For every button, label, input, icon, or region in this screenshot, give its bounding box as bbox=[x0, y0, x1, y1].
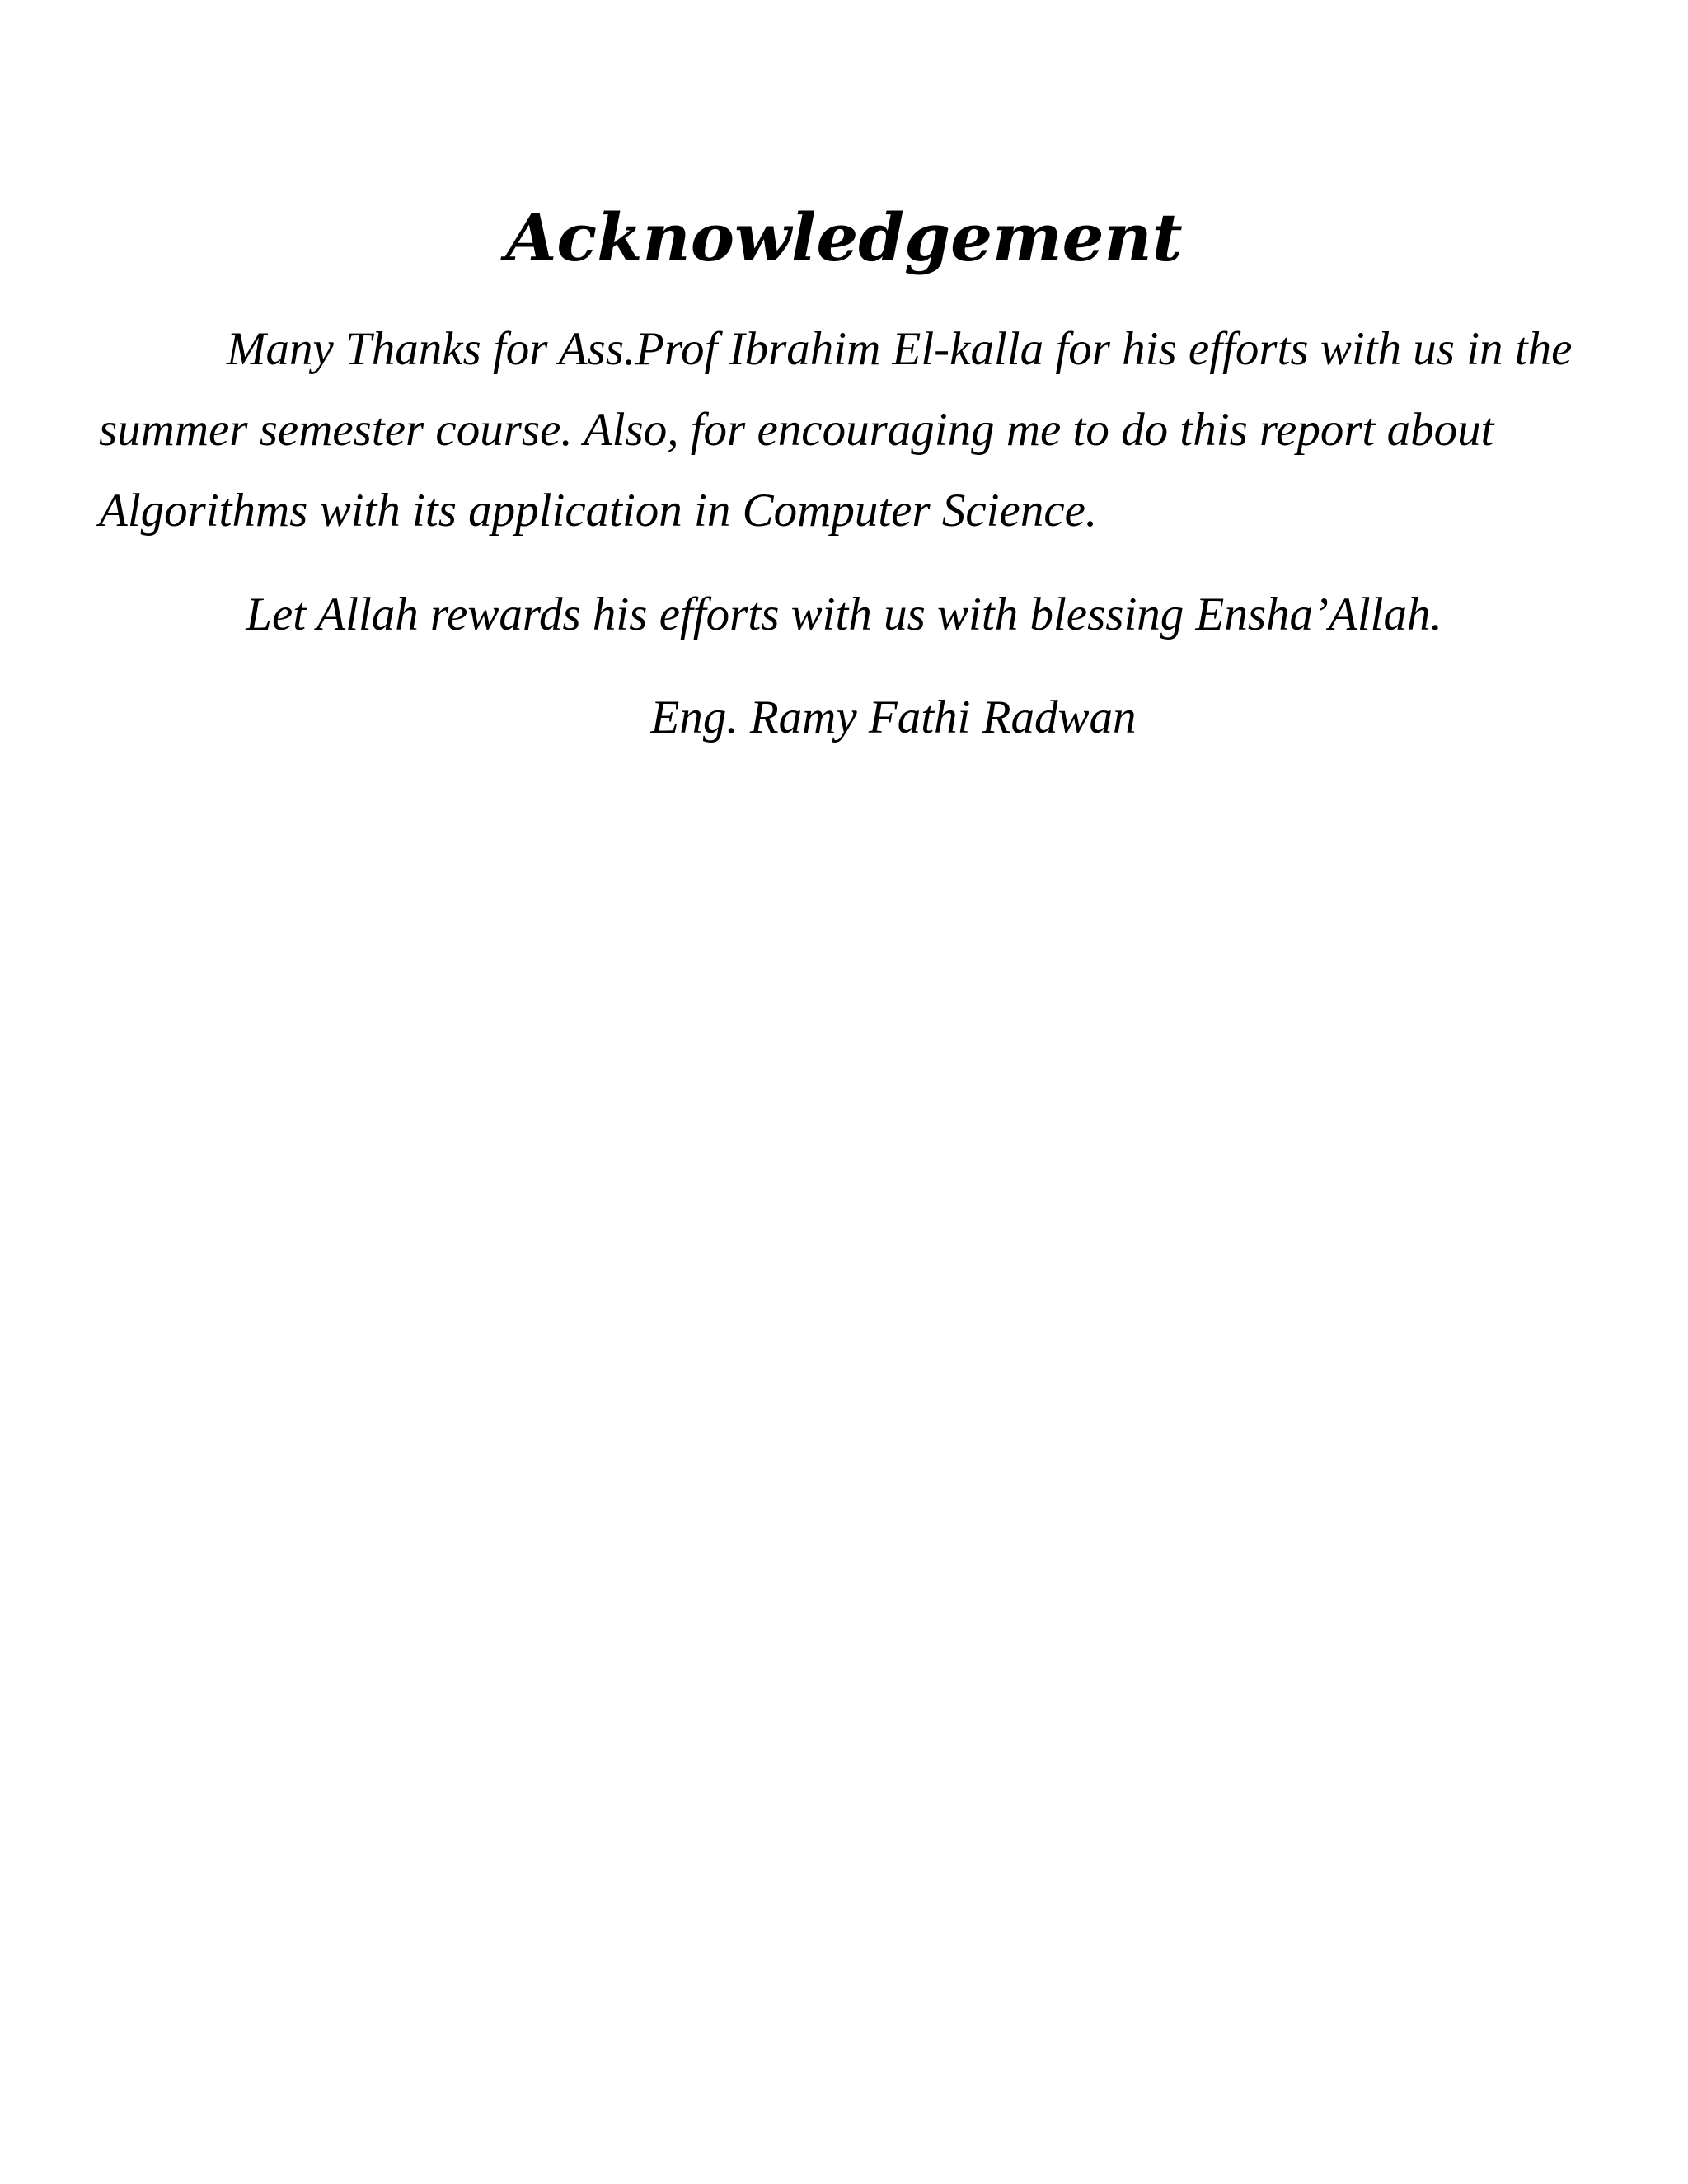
page-title: Acknowledgement bbox=[505, 199, 1183, 276]
acknowledgement-paragraph: Many Thanks for Ass.Prof Ibrahim El-kalla for his efforts with us in the summer semester course. Also, for encouraging me to do this report about Algorithms with its application in Computer Science. bbox=[99, 323, 1573, 537]
blessing-paragraph: Let Allah rewards his efforts with us with blessing Ensha’Allah. bbox=[246, 588, 1442, 640]
author-signature: Eng. Ramy Fathi Radwan bbox=[650, 691, 1137, 743]
